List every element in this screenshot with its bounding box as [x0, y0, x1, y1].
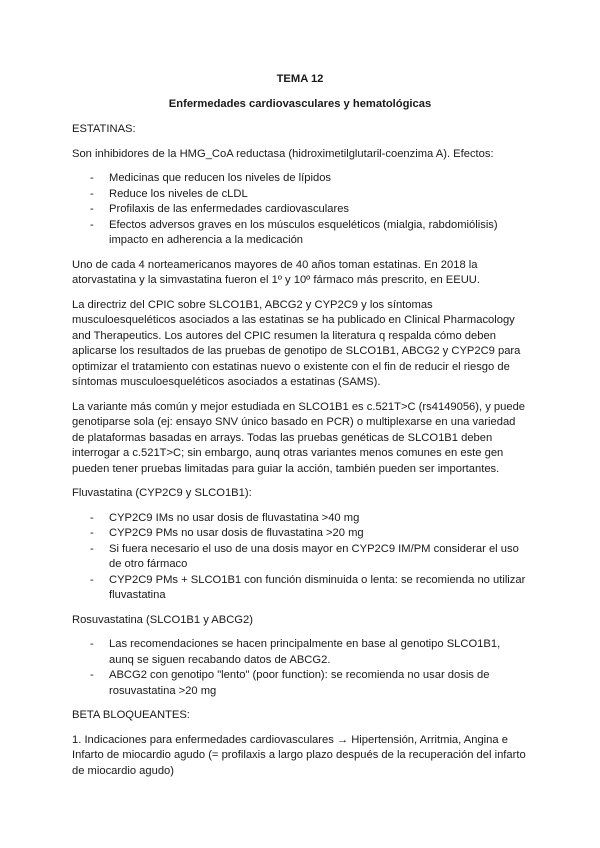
rosuvastatina-list: [72, 637, 528, 699]
list-item: - Reduce los niveles de cLDL: [72, 187, 528, 203]
list-item: - Si fuera necesario el uso de una dosis mayor en CYP2C9 IM/PM considerar el uso de otro fármaco: [72, 542, 528, 573]
list-item: - ABCG2 con genotipo "lento" (poor function): se recomienda no usar dosis de rosuvastatina >20 mg: [72, 668, 528, 699]
section-heading-estatinas: ESTATINAS:: [72, 123, 136, 135]
list-item: - Profilaxis de las enfermedades cardiovasculares: [72, 202, 528, 218]
rosuvastatina-heading: Rosuvastatina (SLCO1B1 y ABCG2): [72, 613, 253, 626]
cpic-paragraph: La directriz del CPIC sobre SLCO1B1, ABCG2 y CYP2C9 y los síntomas musculoesqueléticos asociados a las estatinas se ha publicado en Clinical Pharmacology and Therapeutics. Los autores del CPIC resumen la literatura q respalda cómo deben aplicarse los resultados de las pruebas de genotipo de SLCO1B1, ABCG2 y CYP2C9 para optimizar el tratamiento con estatinas nuevo o existente con el fin de reducir el riesgo de síntomas musculoesqueléticos asociados a estatinas (SAMS).: [72, 298, 521, 388]
list-item: - CYP2C9 IMs no usar dosis de fluvastatina >40 mg: [72, 511, 528, 527]
fluvastatina-heading: Fluvastatina (CYP2C9 y SLCO1B1):: [72, 487, 252, 499]
beta-indications-paragraph: 1. Indicaciones para enfermedades cardiovasculares → Hipertensión, Arritmia, Angina e Infarto de miocardio agudo (= profilaxis a largo plazo después de la recuperación del infarto de miocardio agudo): [72, 733, 526, 777]
fluvastatina-list: [72, 511, 528, 604]
list-item: - CYP2C9 PMs + SLCO1B1 con función disminuida o lenta: se recomienda no utilizar fluvastatina: [72, 573, 528, 604]
variant-paragraph: La variante más común y mejor estudiada en SLCO1B1 es c.521T>C (rs4149056), y puede genotiparse sola (ej: ensayo SNV único basado en PCR) o multiplexarse en una variedad de plataformas basadas en arrays. Todas las pruebas genéticas de SLCO1B1 deben interrogar a c.521T>C; sin embargo, aunq otras variantes menos comunes en este gen pueden tener pruebas limitadas para guiar la acción, también pueden ser importantes.: [72, 400, 526, 475]
section-heading-beta-bloqueantes: BETA BLOQUEANTES:: [72, 709, 190, 721]
list-item: - Las recomendaciones se hacen principalmente en base al genotipo SLCO1B1, aunq se siguen recabando datos de ABCG2.: [72, 637, 528, 668]
list-item: - Efectos adversos graves en los músculos esqueléticos (mialgia, rabdomiólisis) impacto en adherencia a la medicación: [72, 218, 528, 249]
document-title: TEMA 12: [276, 73, 324, 85]
effects-list: [72, 171, 528, 249]
list-item: - CYP2C9 PMs no usar dosis de fluvastatina >20 mg: [72, 526, 528, 542]
document-subtitle: Enfermedades cardiovasculares y hematológicas: [168, 97, 432, 110]
list-item: - Medicinas que reducen los niveles de lípidos: [72, 171, 528, 187]
usage-paragraph: Uno de cada 4 norteamericanos mayores de 40 años toman estatinas. En 2018 la atorvastatina y la simvastatina fueron el 1º y 10º fármaco más prescrito, en EEUU.: [72, 258, 480, 286]
intro-paragraph: Son inhibidores de la HMG_CoA reductasa (hidroximetilglutaril-coenzima A). Efectos:: [72, 147, 494, 160]
